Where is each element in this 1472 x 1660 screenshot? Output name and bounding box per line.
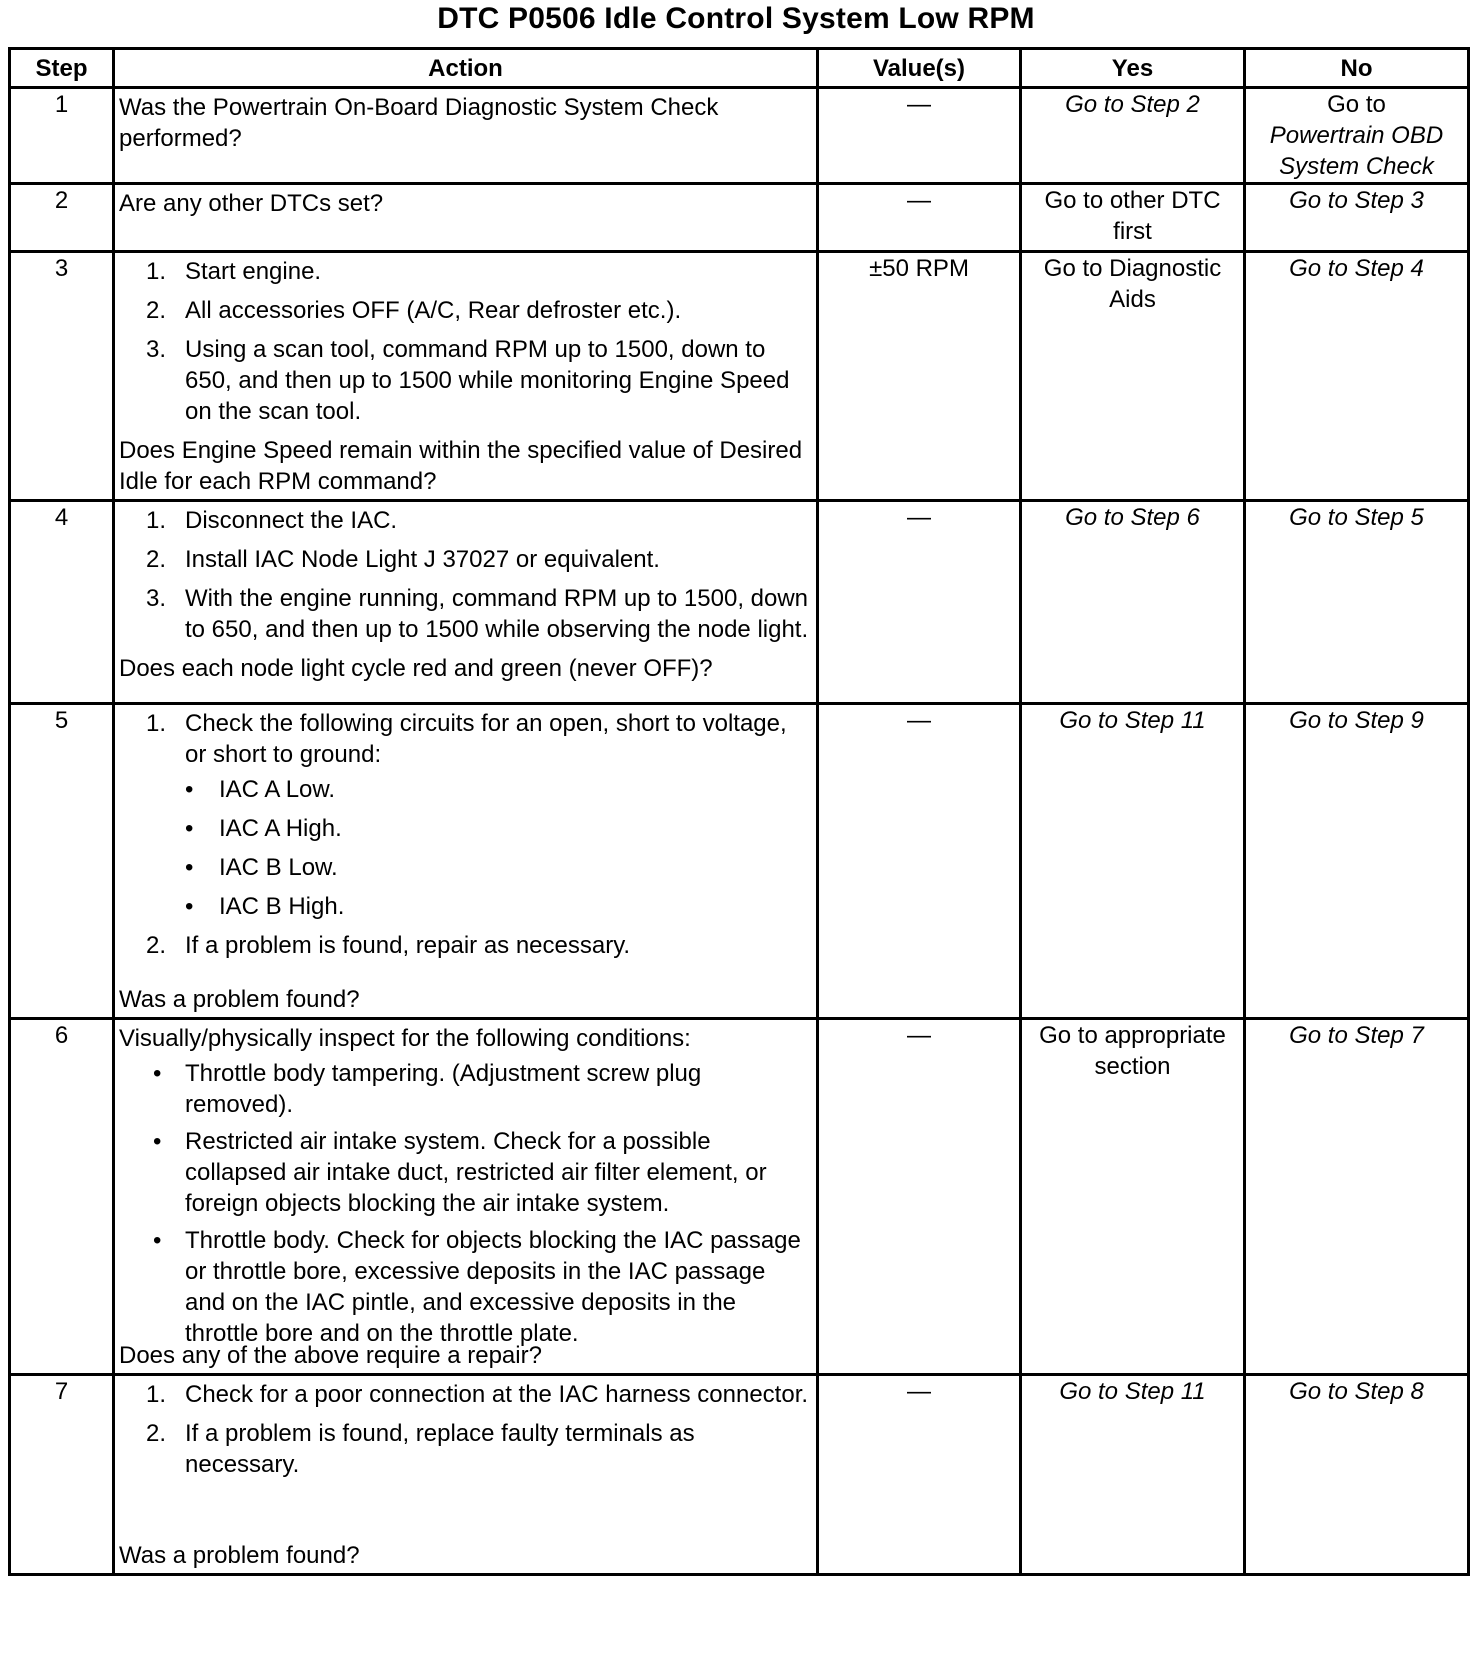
page-title: DTC P0506 Idle Control System Low RPM: [437, 2, 1035, 35]
value-cell: —: [818, 1375, 1021, 1575]
action-question: Was a problem found?: [119, 986, 360, 1013]
list-item: 1. Start engine.: [146, 258, 322, 285]
action-question: Was the Powertrain On-Board Diagnostic System Check performed?: [119, 94, 719, 152]
header-no: No: [1245, 49, 1469, 88]
sub-item: • IAC B Low.: [185, 854, 338, 881]
no-cell: Go to Step 7: [1245, 1019, 1469, 1375]
no-cell: Go to Step 8: [1245, 1375, 1469, 1575]
list-item: 3. Using a scan tool, command RPM up to 1500, down to 650, and then up to 1500 while monitoring Engine Speed on the scan tool.: [146, 336, 790, 425]
action-question: Was a problem found?: [119, 1542, 360, 1569]
action-cell: [114, 501, 818, 704]
header-step: Step: [10, 49, 114, 88]
table-row: [10, 1019, 1469, 1375]
header-yes: Yes: [1021, 49, 1245, 88]
header-action: Action: [114, 49, 818, 88]
list-item: 3. With the engine running, command RPM up to 1500, down to 650, and then up to 1500 while observing the node light.: [146, 585, 809, 643]
yes-cell: Go to other DTC first: [1021, 184, 1245, 252]
value-cell: ±50 RPM: [818, 252, 1021, 501]
yes-cell: Go to Step 2: [1021, 88, 1245, 184]
value-cell: —: [818, 704, 1021, 1019]
sub-item: • IAC A High.: [185, 815, 342, 842]
table-row: [10, 704, 1469, 1019]
action-cell: [114, 88, 818, 184]
list-item: • Throttle body. Check for objects blocking the IAC passage or throttle bore, excessive deposits in the IAC passage and on the IAC pintle, and excessive deposits in the throttle bore and on the throttle plate.: [153, 1227, 801, 1347]
list-item: • Throttle body tampering. (Adjustment screw plug removed).: [153, 1060, 702, 1118]
no-cell: Go to Step 5: [1245, 501, 1469, 704]
value-cell: —: [818, 184, 1021, 252]
step-number: 4: [10, 501, 114, 704]
yes-cell: Go to appropriate section: [1021, 1019, 1245, 1375]
list-item: 1. Disconnect the IAC.: [146, 507, 398, 534]
table-row: [10, 88, 1469, 184]
action-question: Does each node light cycle red and green (never OFF)?: [119, 655, 713, 682]
value-cell: —: [818, 501, 1021, 704]
step-number: 5: [10, 704, 114, 1019]
yes-cell: Go to Step 11: [1021, 1375, 1245, 1575]
list-item: 2. Install IAC Node Light J 37027 or equivalent.: [146, 546, 660, 573]
no-cell-link: Powertrain OBD System Check: [1269, 122, 1444, 180]
list-item: 1. Check the following circuits for an open, short to voltage, or short to ground: • IAC A Low. • IAC A High. • IAC B Low. • IAC B High.: [119, 708, 812, 922]
action-question: Does Engine Speed remain within the specified value of Desired Idle for each RPM command?: [119, 437, 803, 495]
list-item: 2. If a problem is found, repair as necessary.: [146, 932, 631, 959]
table-row: [10, 184, 1469, 252]
table-row: [10, 1375, 1469, 1575]
table-row: [10, 252, 1469, 501]
action-cell: [114, 184, 818, 252]
step-number: 3: [10, 252, 114, 501]
step-number: 6: [10, 1019, 114, 1375]
yes-cell: Go to Step 11: [1021, 704, 1245, 1019]
yes-cell: Go to Diagnostic Aids: [1021, 252, 1245, 501]
header-value: Value(s): [818, 49, 1021, 88]
no-cell: Go to Step 9: [1245, 704, 1469, 1019]
action-cell: [114, 1375, 818, 1575]
step-number: 7: [10, 1375, 114, 1575]
no-cell-line: Go to: [1327, 91, 1386, 118]
header-row: [10, 49, 1469, 88]
yes-cell: Go to Step 6: [1021, 501, 1245, 704]
sub-item: • IAC A Low.: [185, 776, 336, 803]
diagnostic-table: [8, 47, 1470, 1576]
no-cell: [1245, 88, 1469, 184]
value-cell: —: [818, 88, 1021, 184]
table-row: [10, 501, 1469, 704]
step-number: 2: [10, 184, 114, 252]
list-item: 2. All accessories OFF (A/C, Rear defroster etc.).: [146, 297, 682, 324]
list-item: • Restricted air intake system. Check for a possible collapsed air intake duct, restricted air filter element, or foreign objects blocking the air intake system.: [153, 1128, 767, 1217]
action-question: Are any other DTCs set?: [119, 190, 384, 217]
action-cell: [114, 252, 818, 501]
action-intro: Visually/physically inspect for the following conditions:: [119, 1025, 691, 1052]
action-cell: [114, 1019, 818, 1375]
list-item: 1. Check for a poor connection at the IAC harness connector.: [146, 1381, 809, 1408]
no-cell: Go to Step 4: [1245, 252, 1469, 501]
action-question: Does any of the above require a repair?: [119, 1342, 542, 1369]
value-cell: —: [818, 1019, 1021, 1375]
sub-item: • IAC B High.: [185, 893, 345, 920]
step-number: 1: [10, 88, 114, 184]
no-cell: Go to Step 3: [1245, 184, 1469, 252]
action-cell: [114, 704, 818, 1019]
list-item: 2. If a problem is found, replace faulty terminals as necessary.: [146, 1420, 695, 1478]
